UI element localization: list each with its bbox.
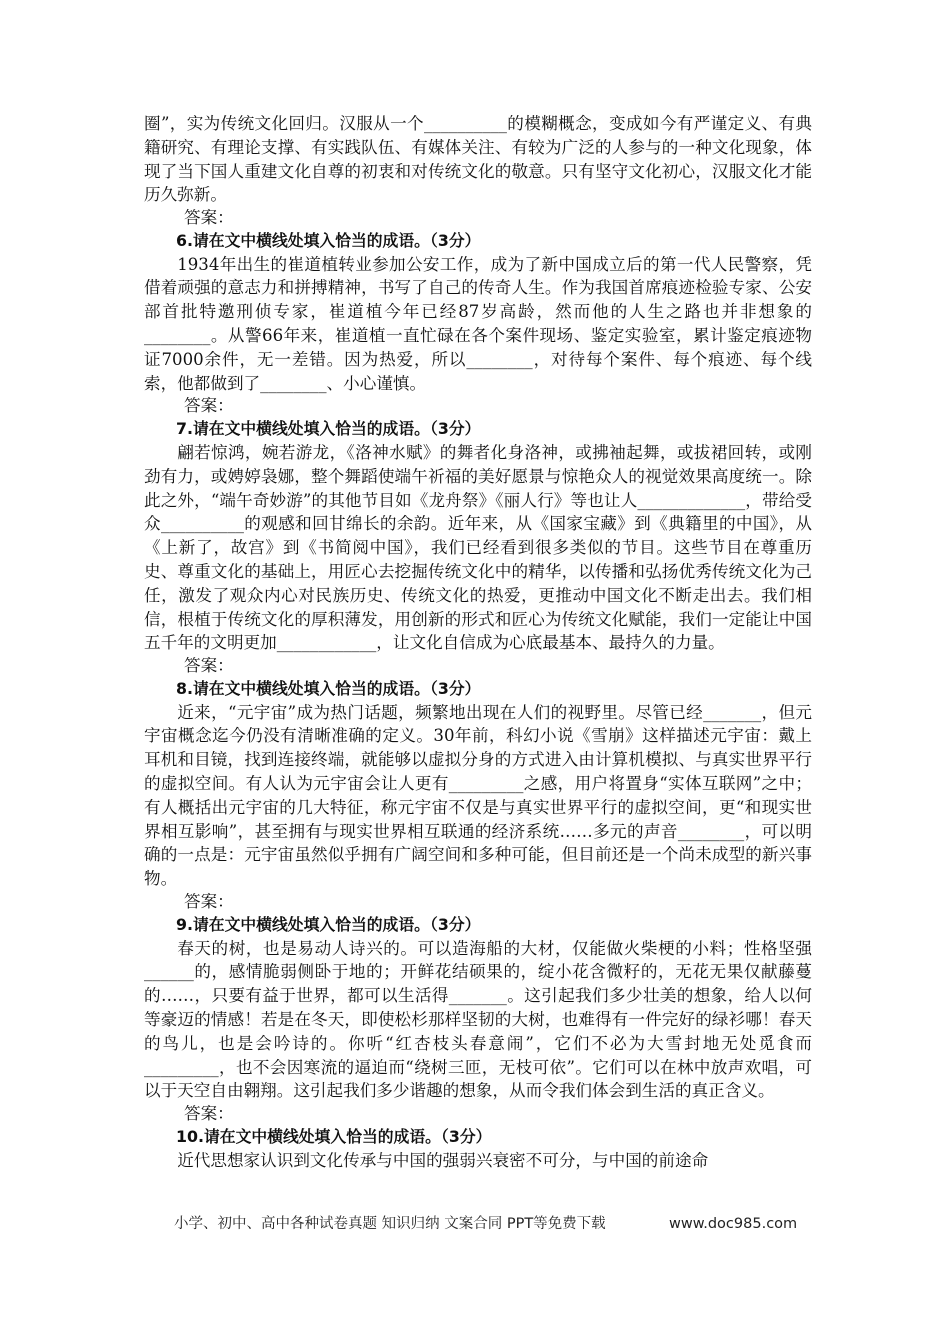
question-heading: 7.请在文中横线处填入恰当的成语。（3分）: [176, 418, 481, 438]
answer-label: 答案：: [184, 1104, 234, 1124]
question-heading: 6.请在文中横线处填入恰当的成语。（3分）: [176, 230, 481, 250]
answer-label: 答案：: [184, 208, 234, 228]
answer-label: 答案：: [184, 892, 234, 912]
answer-label: 答案：: [184, 396, 234, 416]
passage-paragraph: 翩若惊鸿，婉若游龙，《洛神水赋》的舞者化身洛神，或拂袖起舞，或拔裙回转，或刚劲有力，或娉婷袅娜，整个舞蹈使端午祈福的美好愿景与惊艳众人的视觉效果高度统一。除此之外，“端午奇妙游”的其他节目如《龙舟祭》《丽人行》等也让人_____________，带给受众__________的观感和回甘绵长的余韵。近年来，从《国家宝藏》到《典籍里的中国》，从《上新了，故宫》到《书简阅中国》，我们已经看到很多类似的节目。这些节目在尊重历史、尊重文化的基础上，用匠心去挖掘传统文化中的精华，以传播和弘扬优秀传统文化为己任，激发了观众内心对民族历史、传统文化的热爱，更推动中国文化不断走出去。我们相信，根植于传统文化的厚积薄发，用创新的形式和匠心为传统文化赋能，我们一定能让中国五千年的文明更加____________，让文化自信成为心底最基本、最持久的力量。: [144, 442, 812, 653]
page-footer: [174, 1212, 814, 1236]
question-heading: 9.请在文中横线处填入恰当的成语。（3分）: [176, 914, 481, 934]
passage-paragraph: 近代思想家认识到文化传承与中国的强弱兴衰密不可分，与中国的前途命: [177, 1150, 709, 1170]
answer-label: 答案：: [184, 656, 234, 676]
passage-paragraph: 春天的树，也是易动人诗兴的。可以造海船的大材，仅能做火柴梗的小料；性格坚强______的，感情脆弱侧卧于地的；开鲜花结硕果的，绽小花含微籽的，无花无果仅献藤蔓的……，只要有益于世界，都可以生活得_______。这引起我们多少壮美的想象，给人以何等豪迈的情感！若是在冬天，即使松杉那样坚韧的大树，也难得有一件完好的绿衫哪！春天的鸟儿，也是会吟诗的。你听“红杏枝头春意闹”，它们不必为大雪封地无处觅食而_________，也不会因寒流的逼迫而“绕树三匝，无枝可依”。它们可以在林中放声欢唱，可以于天空自由翱翔。这引起我们多少谐趣的想象，从而令我们体会到生活的真正含义。: [144, 938, 812, 1101]
footer-website: www.doc985.com: [669, 1216, 798, 1232]
question-heading: 8.请在文中横线处填入恰当的成语。（3分）: [176, 678, 481, 698]
footer-text: 小学、初中、高中各种试卷真题 知识归纳 文案合同 PPT等免费下载: [174, 1216, 606, 1232]
passage-paragraph: 1934年出生的崔道植转业参加公安工作，成为了新中国成立后的第一代人民警察，凭借着顽强的意志力和拼搏精神，书写了自己的传奇人生。作为我国首席痕迹检验专家、公安部首批特邀刑侦专家，崔道植今年已经87岁高龄，然而他的人生之路也并非想象的________。从警66年来，崔道植一直忙碌在各个案件现场、鉴定实验室，累计鉴定痕迹物证7000余件，无一差错。因为热爱，所以________，对待每个案件、每个痕迹、每个线索，他都做到了________、小心谨慎。: [144, 254, 812, 393]
passage-paragraph: 近来，“元宇宙”成为热门话题，频繁地出现在人们的视野里。尽管已经_______，但元宇宙概念迄今仍没有清晰准确的定义。30年前，科幻小说《雪崩》这样描述元宇宙：戴上耳机和目镜，找到连接终端，就能够以虚拟分身的方式进入由计算机模拟、与真实世界平行的虚拟空间。有人认为元宇宙会让人更有_________之感，用户将置身“实体互联网”之中；有人概括出元宇宙的几大特征，称元宇宙不仅是与真实世界平行的虚拟空间，更“和现实世界相互影响”，甚至拥有与现实世界相互联通的经济系统……多元的声音________，可以明确的一点是：元宇宙虽然似乎拥有广阔空间和多种可能，但目前还是一个尚未成型的新兴事物。: [144, 702, 812, 889]
document-body: [144, 112, 812, 1172]
passage-paragraph: 圈”，实为传统文化回归。汉服从一个__________的模糊概念，变成如今有严谨定义、有典籍研究、有理论支撑、有实践队伍、有媒体关注、有较为广泛的人参与的一种文化现象，体现了当下国人重建文化自尊的初衷和对传统文化的敬意。只有坚守文化初心，汉服文化才能历久弥新。: [144, 114, 812, 205]
question-heading: 10.请在文中横线处填入恰当的成语。（3分）: [176, 1126, 492, 1146]
